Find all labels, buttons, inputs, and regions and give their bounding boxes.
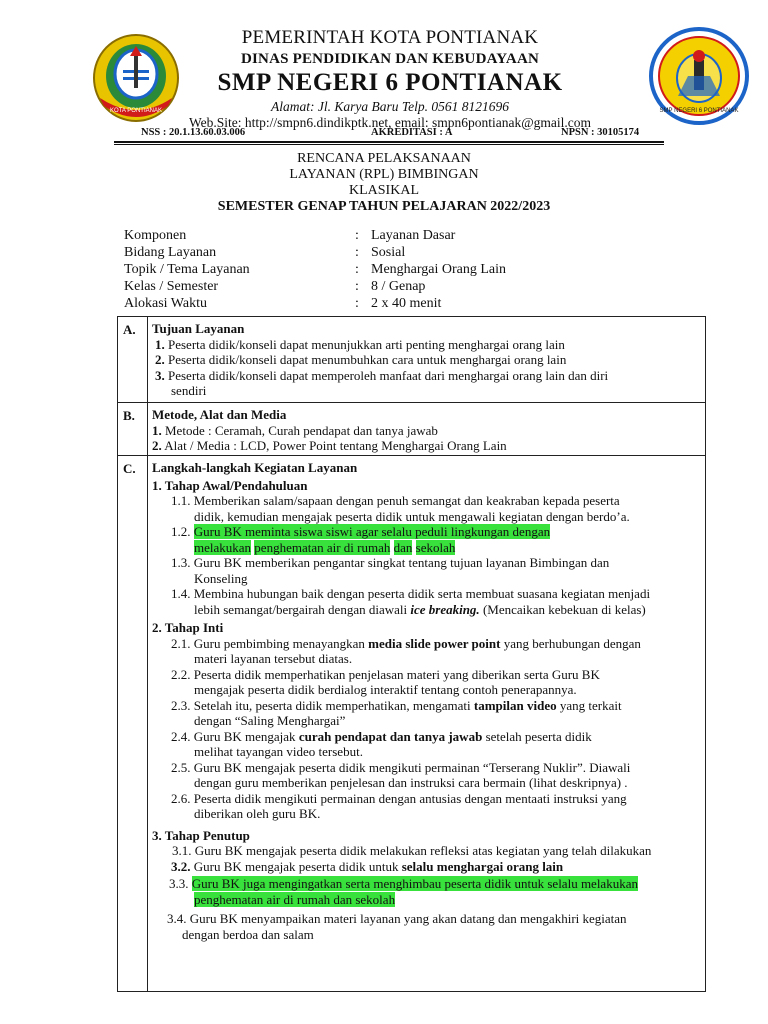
- npsn-number: NPSN : 30105174: [561, 127, 640, 138]
- list-item-continuation: sendiri: [171, 383, 207, 398]
- header-divider: [114, 141, 664, 143]
- document-title: [0, 151, 768, 215]
- title-line-1: RENCANA PELAKSANAAN: [297, 151, 471, 166]
- list-item: 1. Peserta didik/konseli dapat menunjukkan arti penting menghargai orang lain: [155, 336, 565, 352]
- step-line: melakukan penghematan air di rumah dan sekolah: [194, 539, 456, 555]
- info-colon: :: [355, 296, 359, 311]
- info-table: [124, 227, 644, 312]
- info-row: [124, 244, 644, 261]
- school-website: Web.Site: http://smpn6.dindikptk.net, email: smpn6pontianak@gmail.com: [188, 115, 592, 130]
- info-colon: :: [355, 262, 359, 277]
- step-line: didik, kemudian mengajak peserta didik untuk mengawali kegiatan dengan berdo’a.: [194, 508, 630, 524]
- info-label: Topik / Tema Layanan: [124, 262, 250, 277]
- info-label: Bidang Layanan: [124, 245, 217, 260]
- info-value: Menghargai Orang Lain: [371, 262, 507, 277]
- section-b: [118, 403, 705, 456]
- step-line: dengan guru memberikan penjelesan dan instruksi cara bermain (lihat deskripnya) .: [194, 775, 628, 790]
- school-emblem-logo: [648, 26, 750, 126]
- logo-left-label: KOTA PONTIANAK: [110, 108, 162, 114]
- step-line: dengan berdoa dan salam: [182, 926, 314, 942]
- accreditation: AKREDITASI : A: [371, 127, 453, 138]
- highlighted-text: Guru BK meminta siswa siswi agar selalu peduli lingkungan dengan: [193, 524, 551, 539]
- info-value: 2 x 40 menit: [371, 296, 442, 311]
- title-line-3: KLASIKAL: [349, 183, 419, 198]
- step-line: diberikan oleh guru BK.: [194, 806, 321, 821]
- department-name: DINAS PENDIDIKAN DAN KEBUDAYAAN: [240, 51, 540, 67]
- logo-right-label: SMP NEGERI 6 PONTIANAK: [659, 108, 739, 114]
- stage-heading: 1. Tahap Awal/Pendahuluan: [152, 477, 308, 493]
- info-label: Kelas / Semester: [124, 279, 219, 294]
- school-name: SMP NEGERI 6 PONTIANAK: [217, 69, 563, 96]
- step-line: 3.4. Guru BK menyampaikan materi layanan yang akan datang dan mengakhiri kegiatan: [167, 911, 627, 926]
- info-value: 8 / Genap: [371, 279, 426, 294]
- info-colon: :: [355, 228, 359, 243]
- nss-number: NSS : 20.1.13.60.03.006: [141, 127, 246, 138]
- header-divider-thin: [114, 144, 664, 145]
- school-address: Alamat: Jl. Karya Baru Telp. 0561 8121696: [271, 99, 509, 114]
- step-line: 2.1. Guru pembimbing menayangkan media slide power point yang berhubungan dengan: [171, 635, 641, 651]
- info-row: [124, 261, 644, 278]
- stage-heading: 2. Tahap Inti: [152, 620, 224, 635]
- section-heading: Metode, Alat dan Media: [152, 407, 287, 422]
- info-label: Komponen: [124, 228, 187, 243]
- section-a: [118, 317, 705, 403]
- info-colon: :: [355, 279, 359, 294]
- step-line: 3.3. Guru BK juga mengingatkan serta menghimbau peserta didik untuk selalu melakukan: [169, 876, 638, 891]
- section-heading: Tujuan Layanan: [152, 321, 245, 336]
- info-label: Alokasi Waktu: [124, 296, 207, 311]
- title-line-4: SEMESTER GENAP TAHUN PELAJARAN 2022/2023: [217, 199, 551, 214]
- step-line: 1.1. Memberikan salam/sapaan dengan penuh semangat dan keakraban kepada peserta: [171, 493, 620, 508]
- list-item: 3. Peserta didik/konseli dapat memperoleh manfaat dari menghargai orang lain dan diri: [155, 367, 609, 383]
- step-line: 2.3. Setelah itu, peserta didik memperhatikan, mengamati tampilan video yang terkait: [171, 697, 622, 713]
- step-line: 2.4. Guru BK mengajak curah pendapat dan tanya jawab setelah peserta didik: [171, 728, 592, 744]
- list-item: 1. Metode : Ceramah, Curah pendapat dan tanya jawab: [152, 422, 438, 438]
- step-line: 2.6. Peserta didik mengikuti permainan dengan antusias dengan mentaati instruksi yang: [171, 790, 627, 806]
- step-line: melihat tayangan video tersebut.: [194, 744, 363, 759]
- activity-table: [117, 316, 706, 992]
- stage-heading: 3. Tahap Penutup: [152, 827, 250, 843]
- step-line: dengan “Saling Menghargai”: [194, 713, 346, 728]
- step-line: 2.5. Guru BK mengajak peserta didik mengikuti permainan “Terserang Nuklir”. Diawali: [171, 759, 631, 775]
- step-line: 3.2. Guru BK mengajak peserta didik untuk selalu menghargai orang lain: [171, 858, 564, 874]
- info-value: Sosial: [371, 245, 406, 260]
- info-row: [124, 227, 644, 244]
- info-row: [124, 295, 644, 312]
- info-value: Layanan Dasar: [371, 228, 456, 243]
- info-row: [124, 278, 644, 295]
- info-colon: :: [355, 245, 359, 260]
- step-line: lebih semangat/bergairah dengan diawali ice breaking. (Mencaikan kebekuan di kelas): [194, 601, 646, 617]
- highlighted-text: Guru BK juga mengingatkan serta menghimbau peserta didik untuk selalu melakukan: [191, 876, 638, 891]
- step-line: 2.2. Peserta didik memperhatikan penjelasan materi yang diberikan serta Guru BK: [171, 666, 600, 682]
- step-line: 1.2. Guru BK meminta siswa siswi agar selalu peduli lingkungan dengan: [171, 524, 551, 539]
- step-line: Konseling: [194, 570, 248, 586]
- step-line: 1.4. Membina hubungan baik dengan peserta didik serta membuat suasana kegiatan menjadi: [171, 586, 651, 601]
- step-line: [152, 892, 701, 908]
- section-c: [118, 456, 705, 991]
- step-line: materi layanan tersebut diatas.: [194, 651, 353, 666]
- step-line: 3.1. Guru BK mengajak peserta didik melakukan refleksi atas kegiatan yang telah dilakukan: [172, 843, 652, 858]
- step-line: 1.3. Guru BK memberikan pengantar singkat tentang tujuan layanan Bimbingan dan: [171, 555, 610, 570]
- section-letter: A.: [123, 322, 136, 337]
- section-letter: B.: [123, 408, 135, 423]
- list-item: 2. Alat / Media : LCD, Power Point tentang Menghargai Orang Lain: [152, 438, 507, 453]
- government-name: PEMERINTAH KOTA PONTIANAK: [241, 27, 539, 48]
- section-heading: Langkah-langkah Kegiatan Layanan: [152, 460, 358, 475]
- highlighted-text: penghematan air di rumah dan sekolah: [194, 891, 396, 907]
- step-line: mengajak peserta didik berdialog interaktif tentang contoh penerapannya.: [194, 682, 577, 697]
- list-item: 2. Peserta didik/konseli dapat menumbuhkan cara untuk menghargai orang lain: [155, 352, 567, 367]
- section-letter: C.: [123, 461, 136, 476]
- title-line-2: LAYANAN (RPL) BIMBINGAN: [289, 167, 479, 182]
